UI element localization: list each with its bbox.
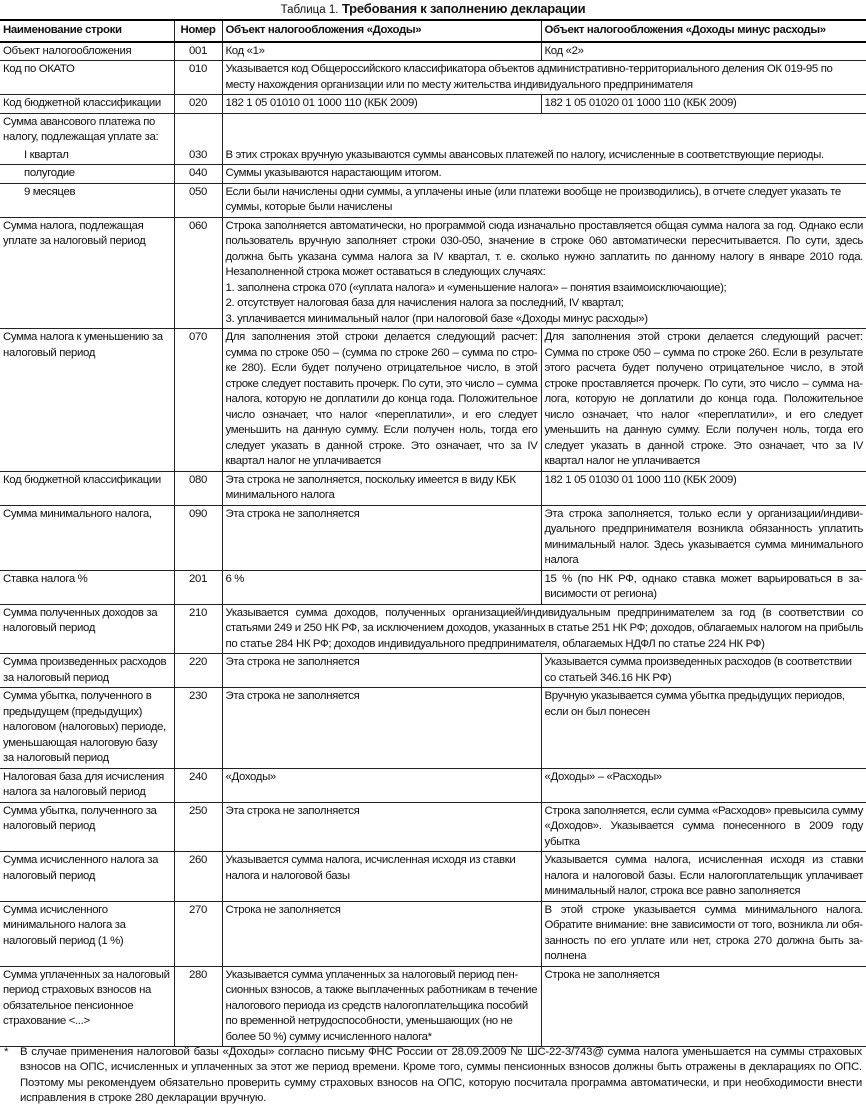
row-number: 230 bbox=[174, 688, 222, 769]
row-name: Сумма минимального налога, bbox=[0, 505, 174, 570]
row-number: 020 bbox=[174, 95, 222, 114]
divider bbox=[24, 183, 174, 184]
row-income-minus: «Доходы» – «Расходы» bbox=[541, 768, 866, 802]
footnote bbox=[0, 1045, 862, 1107]
row-income: Указывается сумма налога, исчисленная исходя из ставки налога и налоговой базы bbox=[222, 852, 541, 902]
row-number: 001 bbox=[174, 42, 222, 61]
caption-label: Таблица 1. bbox=[280, 4, 339, 16]
list-item: 1. заполнена строка 070 («уплата налога» и «уменьшение налога» – понятия взаимоисключающие); bbox=[225, 281, 727, 294]
row-income-minus: 182 1 05 01030 01 1000 110 (КБК 2009) bbox=[541, 471, 866, 505]
list-item: 2. отсутствует налоговая база для начисления налога за последний, IV квартал; bbox=[225, 297, 624, 309]
row-both: В этих строках вручную указываются суммы авансовых платежей по налогу, исчисленные в соответствующие периоды. bbox=[222, 147, 866, 165]
row-both bbox=[222, 217, 866, 329]
table-row bbox=[0, 217, 866, 329]
row-number: 220 bbox=[174, 654, 222, 688]
row-number: 270 bbox=[174, 901, 222, 966]
row-number bbox=[174, 113, 222, 147]
table-row bbox=[0, 147, 866, 165]
row-income: Эта строка не заполняется bbox=[222, 505, 541, 570]
table-row bbox=[0, 802, 866, 852]
declaration-requirements-table bbox=[0, 19, 866, 1047]
row-number: 250 bbox=[174, 802, 222, 852]
row-number: 060 bbox=[174, 217, 222, 329]
row-income: Указывается сумма уплаченных за налоговый период пенсионных взносов, а также выплаченных работникам в течение налогового периода из средств налогоплательщика пособий по временной нетрудоспособности, уменьшающих (но не более 50 %) сумму исчисленного налога* bbox=[222, 966, 541, 1047]
row-income: Эта строка не заполняется bbox=[222, 654, 541, 688]
row-income-minus: В этой строке указывается сумма минимального налога. Обратите внимание: вне зависимости от того, возникла ли обязанность по его уплате или нет, строка 270 должна быть заполнена bbox=[541, 901, 866, 966]
table-header-row bbox=[0, 20, 866, 42]
row-name: Объект налогообложения bbox=[0, 42, 174, 61]
row-number: 210 bbox=[174, 604, 222, 654]
row-name: Сумма убытка, полученного в предыдущем (предыдущих) налоговом (налоговых) периоде, уменьшающая налоговую базу за налоговый период bbox=[0, 688, 174, 769]
row-income-minus: Код «2» bbox=[541, 42, 866, 61]
table-row bbox=[0, 165, 866, 184]
row-number: 010 bbox=[174, 61, 222, 95]
row-income-minus: Указывается сумма налога, исчисленная исходя из ставки налога и налоговой базы. Если налогоплательщик уплачивает минимальный налог, строка все равно заполняется bbox=[541, 852, 866, 902]
row-income: Строка не заполняется bbox=[222, 901, 541, 966]
row-both bbox=[222, 113, 866, 147]
header-income: Объект налогообложения «Доходы» bbox=[222, 20, 541, 42]
table-row bbox=[0, 966, 866, 1047]
row-number: 240 bbox=[174, 768, 222, 802]
row-name: Сумма полученных доходов за налоговый период bbox=[0, 604, 174, 654]
header-line-number: Номер bbox=[174, 20, 222, 42]
row-name: Код бюджетной классификации bbox=[0, 471, 174, 505]
row-number: 040 bbox=[174, 165, 222, 184]
row-income: Эта строка не заполняется, поскольку имеется в виду КБК минимального налога bbox=[222, 471, 541, 505]
row-income: Эта строка не заполняется bbox=[222, 802, 541, 852]
row-both: Указывается сумма доходов, полученных организацией/индивидуальным предпринимателем за год (в соответствии со статьями 249 и 250 НК РФ, за исключением доходов, указанных в статье 251 НК РФ; доходов, облагаемых налогом на прибыль по статье 284 НК РФ; доходов индивидуального предпринимателя, облагаемых НДФЛ по статье 224 НК РФ) bbox=[222, 604, 866, 654]
row-name: Код бюджетной классификации bbox=[0, 95, 174, 114]
row-number: 280 bbox=[174, 966, 222, 1047]
header-line-name: Наименование строки bbox=[0, 20, 174, 42]
row-number: 050 bbox=[174, 183, 222, 217]
footnote-text: В случае применения налоговой базы «Доходы» согласно письму ФНС России от 28.09.2009 № ШС-22-3/743@ сумма налога уменьшается на суммы страховых взносов на ОПС, исчисленных и уплаченных за этот же период времени. Кроме того, суммы пенсионных взносов должны быть отражены в декларациях по ОПС. Поэтому мы рекомендуем обязательно проверить сумму страховых взносов на ОПС, которую посчитала программа автоматически, и при необходимости внести исправления в строке 280 декларации вручную. bbox=[20, 1046, 862, 1105]
table-row bbox=[0, 901, 866, 966]
caption-title: Требования к заполнению декларации bbox=[341, 1, 586, 16]
row-number: 080 bbox=[174, 471, 222, 505]
table-row bbox=[0, 471, 866, 505]
row-name: Сумма исчисленного налога за налоговый период bbox=[0, 852, 174, 902]
table-row bbox=[0, 852, 866, 902]
row-name bbox=[0, 183, 174, 217]
row-income-minus: Для заполнения этой строки делается следующий расчет: Сумма по строке 050 – сумма по строке 260. Если в результате этого расчета будет получено отрицательное число, в этой строке проставляется прочерк. По сути, это число – сумма налога, которую не доплатили до конца года. Положительное число означает, что налог «переплатили», и его следует уменьшить на данную сумму. Если получен ноль, тогда его следует указать в данной строке. Это означает, что за IV квартал налог не уплачивается bbox=[541, 329, 866, 472]
table-row bbox=[0, 654, 866, 688]
row-number: 070 bbox=[174, 329, 222, 472]
table-row bbox=[0, 95, 866, 114]
row-name: Ставка налога % bbox=[0, 570, 174, 604]
row-income: 6 % bbox=[222, 570, 541, 604]
table-caption bbox=[0, 2, 866, 17]
list-item: 3. уплачивается минимальный налог (при налоговой базе «Доходы минус расходы») bbox=[225, 312, 648, 325]
row-name: Сумма убытка, полученного за налоговый период bbox=[0, 802, 174, 852]
row-name: Код по ОКАТО bbox=[0, 61, 174, 95]
row-number: 090 bbox=[174, 505, 222, 570]
divider bbox=[24, 164, 174, 165]
table-row bbox=[0, 61, 866, 95]
row-name: Сумма уплаченных за налоговый период страховых взносов на обязательное пенсионное страхование <...> bbox=[0, 966, 174, 1047]
row-income-minus: 182 1 05 01020 01 1000 110 (КБК 2009) bbox=[541, 95, 866, 114]
row-income-minus: 15 % (по НК РФ, однако ставка может варьироваться в зависимости от региона) bbox=[541, 570, 866, 604]
row-name-text: I квартал bbox=[24, 148, 69, 161]
row-number: 201 bbox=[174, 570, 222, 604]
row-income-minus: Строка не заполняется bbox=[541, 966, 866, 1047]
header-income-minus-expenses: Объект налогообложения «Доходы минус расходы» bbox=[541, 20, 866, 42]
row-name-text: полугодие bbox=[24, 167, 75, 179]
row-income: Код «1» bbox=[222, 42, 541, 61]
footnote-marker: * bbox=[4, 1046, 9, 1058]
table-row bbox=[0, 42, 866, 61]
row-name: Сумма произведенных расходов за налоговый период bbox=[0, 654, 174, 688]
row-income-minus: Строка заполняется, если сумма «Расходов» превысила сумму «Доходов». Указывается сумма понесенного в 2009 году убытка bbox=[541, 802, 866, 852]
row-income: «Доходы» bbox=[222, 768, 541, 802]
row-both-text: Строка заполняется автоматически, но программой сюда изначально проставляется общая сумма налога за год. Однако если пользователь вручную заполняет строки 030-050, значение в строке 060 автоматически пересчитывается. По сути, здесь должна быть указана сумма налога за IV квартал, т. е. сколько нужно заплатить по данному налогу в январе 2010 года. Незаполненной строка может оставаться в следующих случаях: bbox=[225, 219, 863, 278]
row-income-minus: Указывается сумма произведенных расходов (в соответствии со статьей 346.16 НК РФ) bbox=[541, 654, 866, 688]
row-both: Указывается код Общероссийского классификатора объектов административно-территориального деления ОК 019-95 по месту нахождения организации или по месту жительства индивидуального предпринимателя bbox=[222, 61, 866, 95]
table-row bbox=[0, 329, 866, 472]
row-income-minus: Эта строка заполняется, только если у организации/индивидуального предпринимателя возникла обязанность уплатить минимальный налог. Здесь указывается сумма минимального налога bbox=[541, 505, 866, 570]
table-row bbox=[0, 768, 866, 802]
row-name: Сумма исчисленного минимального налога за налоговый период (1 %) bbox=[0, 901, 174, 966]
row-income-minus: Вручную указывается сумма убытка предыдущих периодов, если он был понесен bbox=[541, 688, 866, 769]
row-number: 030 bbox=[174, 147, 222, 165]
row-name bbox=[0, 147, 174, 165]
row-name bbox=[0, 165, 174, 184]
table-row-group bbox=[0, 113, 866, 147]
row-income: 182 1 05 01010 01 1000 110 (КБК 2009) bbox=[222, 95, 541, 114]
row-name-text: 9 месяцев bbox=[24, 185, 76, 198]
row-both: Если были начислены одни суммы, а уплачены иные (или платежи вообще не производились), в отчете следует указать те суммы, которые были начислены bbox=[222, 183, 866, 217]
row-name: Сумма авансового платежа по налогу, подлежащая уплате за: bbox=[0, 113, 174, 147]
table-row bbox=[0, 688, 866, 769]
table-row bbox=[0, 570, 866, 604]
row-name: Сумма налога, подлежащая уплате за налоговый период bbox=[0, 217, 174, 329]
table-row bbox=[0, 604, 866, 654]
row-name: Налоговая база для исчисления налога за налоговый период bbox=[0, 768, 174, 802]
row-name: Сумма налога к уменьшению за налоговый период bbox=[0, 329, 174, 472]
table-row bbox=[0, 183, 866, 217]
row-both: Суммы указываются нарастающим итогом. bbox=[222, 165, 866, 184]
table-row bbox=[0, 505, 866, 570]
row-income: Эта строка не заполняется bbox=[222, 688, 541, 769]
row-number: 260 bbox=[174, 852, 222, 902]
row-income: Для заполнения этой строки делается следующий расчет: сумма по строке 050 – (сумма по строке 260 – сумма по строке 280). Если будет получено отрицательное число, в этой строке следует поставить прочерк. По сути, это число – сумма налога, которую не доплатили до конца года. Положительное число означает, что налог «переплатили», и его следует уменьшить на данную сумму. Если получен ноль, тогда его следует указать в данной строке. Это означает, что за IV квартал налог не уплачивается bbox=[222, 329, 541, 472]
